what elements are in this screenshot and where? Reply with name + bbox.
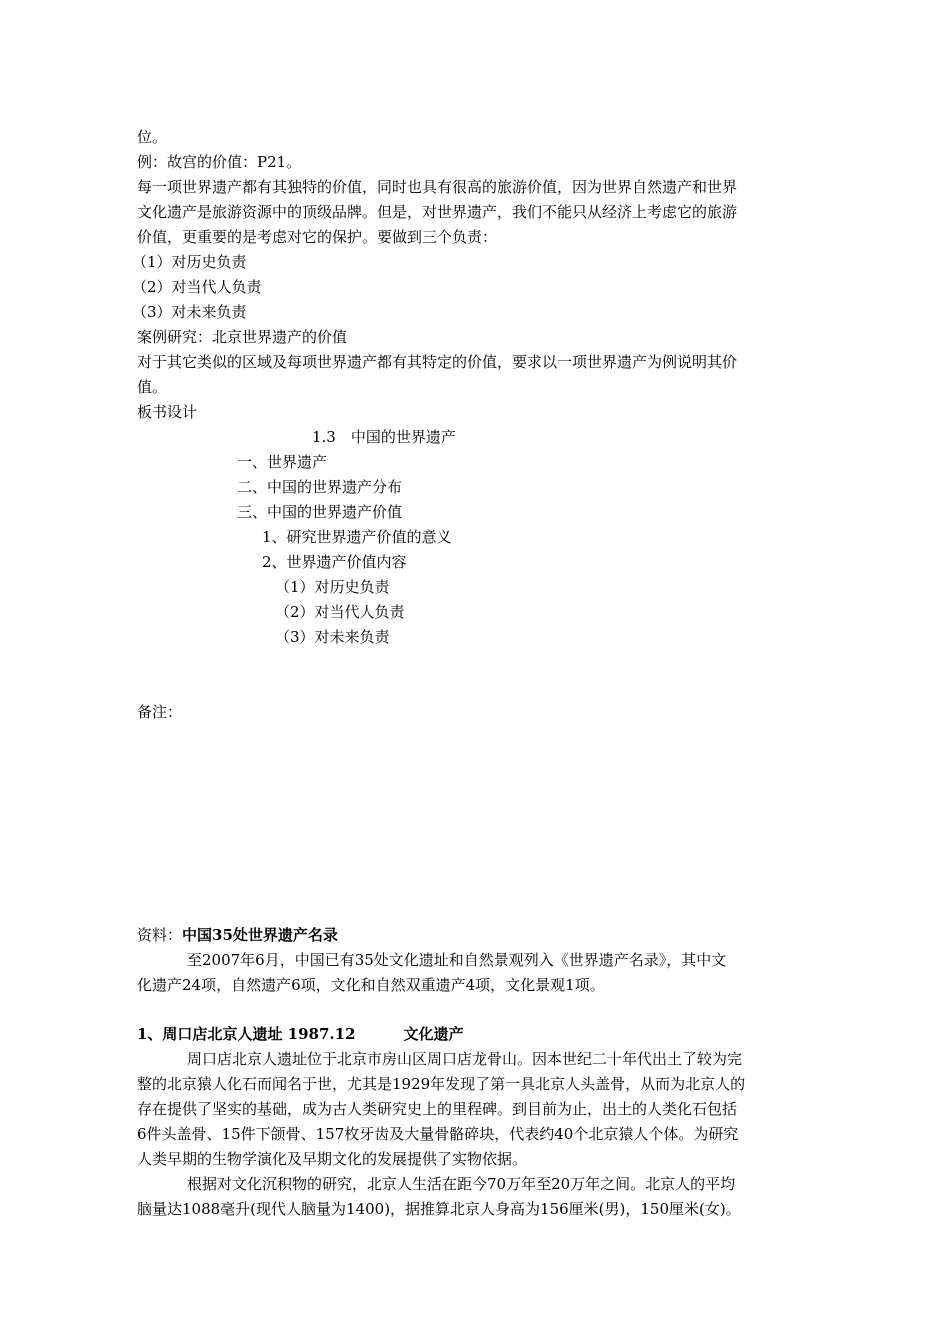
resource-heading xyxy=(137,923,817,947)
text-line: 周口店北京人遗址位于北京市房山区周口店龙骨山。因本世纪二十年代出土了较为完 xyxy=(187,1050,743,1068)
board-item: 一、世界遗产 xyxy=(237,453,328,471)
text-line: 价值，更重要的是考虑对它的保护。要做到三个负责： xyxy=(137,228,498,246)
board-subitem: （1）对历史负责 xyxy=(275,578,390,596)
board-subitem: （2）对当代人负责 xyxy=(275,603,405,621)
note-label: 备注： xyxy=(137,703,183,721)
board-item: 二、中国的世界遗产分布 xyxy=(237,478,403,496)
section-label: 板书设计 xyxy=(137,403,198,421)
board-subitem: （3）对未来负责 xyxy=(275,628,390,646)
resource-title: 中国35处世界遗产名录 xyxy=(182,926,338,944)
board-subitem: 2、世界遗产价值内容 xyxy=(262,553,407,571)
list-item: （3）对未来负责 xyxy=(132,303,247,321)
resource-label: 资料： xyxy=(137,926,183,944)
board-item: 三、中国的世界遗产价值 xyxy=(237,503,403,521)
text-line: 文化遗产是旅游资源中的顶级品牌。但是，对世界遗产，我们不能只从经济上考虑它的旅游 xyxy=(137,203,738,221)
text-line: 6件头盖骨、15件下颌骨、157枚牙齿及大量骨骼碎块，代表约40个北京猿人个体。为研究 xyxy=(137,1125,739,1143)
board-subitem: 1、研究世界遗产价值的意义 xyxy=(262,528,452,546)
site-heading-category: 文化遗产 xyxy=(403,1025,464,1043)
text-line: 存在提供了坚实的基础，成为古人类研究史上的里程碑。到目前为止，出土的人类化石包括 xyxy=(137,1100,738,1118)
site-heading xyxy=(137,1022,817,1046)
text-line: 至2007年6月，中国已有35处文化遗址和自然景观列入《世界遗产名录》，其中文 xyxy=(187,951,727,969)
text-line: 案例研究：北京世界遗产的价值 xyxy=(137,328,348,346)
text-line: 根据对文化沉积物的研究，北京人生活在距今70万年至20万年之间。北京人的平均 xyxy=(187,1175,736,1193)
text-line: 位。 xyxy=(137,128,168,146)
list-item: （1）对历史负责 xyxy=(132,253,247,271)
text-line: 化遗产24项，自然遗产6项，文化和自然双重遗产4项，文化景观1项。 xyxy=(137,976,605,994)
text-line: 例：故宫的价值：P21。 xyxy=(137,153,302,171)
site-heading-title: 1、周口店北京人遗址 1987.12 xyxy=(137,1025,356,1043)
text-line: 人类早期的生物学演化及早期文化的发展提供了实物依据。 xyxy=(137,1150,528,1168)
text-line: 值。 xyxy=(137,378,168,396)
text-line: 脑量达1088毫升(现代人脑量为1400)，据推算北京人身高为156厘米(男)，150厘米(女)。 xyxy=(137,1200,741,1218)
board-title: 1.3 中国的世界遗产 xyxy=(312,428,456,446)
text-line: 每一项世界遗产都有其独特的价值，同时也具有很高的旅游价值，因为世界自然遗产和世界 xyxy=(137,178,738,196)
text-line: 对于其它类似的区域及每项世界遗产都有其特定的价值，要求以一项世界遗产为例说明其价 xyxy=(137,353,738,371)
text-line: 整的北京猿人化石而闻名于世，尤其是1929年发现了第一具北京人头盖骨，从而为北京人的 xyxy=(137,1075,746,1093)
list-item: （2）对当代人负责 xyxy=(132,278,262,296)
